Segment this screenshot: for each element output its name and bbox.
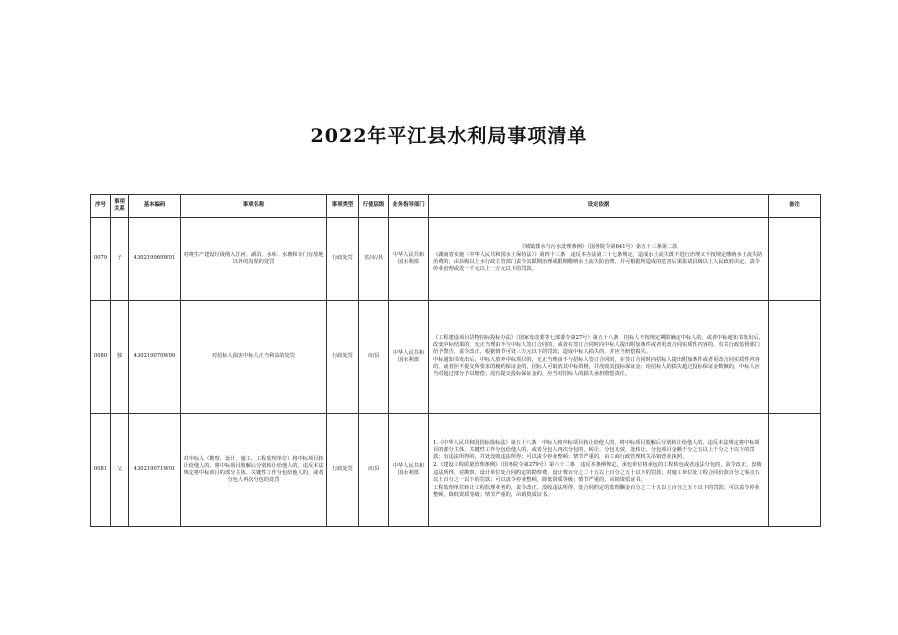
cell-basis <box>429 301 769 414</box>
header-level: 行使层级 <box>359 195 389 218</box>
cell-remark <box>769 301 821 414</box>
table-row <box>91 414 821 527</box>
cell-remark <box>769 414 821 527</box>
table-row <box>91 301 821 414</box>
basis-paragraph: 《城镇排水与污水处理条例》（国务院令第641号）第五十三条第二款 <box>519 243 678 250</box>
header-dept: 业务指导部门 <box>389 195 429 218</box>
table-header-row <box>91 195 821 218</box>
cell-relation: 独 <box>111 301 129 414</box>
header-basis: 设定依据 <box>429 195 769 218</box>
cell-code: 430219071W01 <box>129 414 181 527</box>
cell-name: 对将生产建设垃圾倒入江河、湖泊、水库、水塘和专门存放地以外的沟渠的处罚 <box>181 218 327 301</box>
cell-level: 市/县 <box>359 301 389 414</box>
cell-no: 0080 <box>91 301 111 414</box>
basis-paragraph: 工程监理单位转让工程监理业务的，责令改正，没收违法所得，处合同约定的监理酬金百分之二十五以上百分之五十以下的罚款；可以责令停业整顿，降低资质等级；情节严重的，吊销资质证书。 <box>433 484 760 498</box>
cell-type: 行政处罚 <box>327 301 359 414</box>
table-row <box>91 218 821 301</box>
cell-relation: 父 <box>111 414 129 527</box>
cell-no: 0081 <box>91 414 111 527</box>
basis-paragraph: 2.《建设工程质量管理条例》（国务院令第279号）第六十二条 违反本条例规定，承包单位将承包的工程转包或者违法分包的，责令改正，没收违法所得，对勘察、设计单位处合同约定的勘察费、设计费百分之二十五以上百分之五十以下的罚款；对施工单位处工程合同价款百分之零点五以上百分之一以下的罚款；可以责令停业整顿，降低资质等级；情节严重的，吊销资质证书。 <box>433 462 762 483</box>
cell-type: 行政处罚 <box>327 414 359 527</box>
matters-table <box>90 194 821 527</box>
cell-dept: 中华人民共和国水利部 <box>389 218 429 301</box>
page-title: 2022年平江县水利局事项清单 <box>310 125 588 147</box>
cell-basis <box>429 414 769 527</box>
basis-paragraph: 《工程建设项目货物招标投标办法》（国家发改委等七部委令第27号）第五十八条 招标人不按规定期限确定中标人的，或者中标通知书发出后，改变中标结果的，无正当理由不与中标人签订合同的，或者在签订合同时向中标人提出附加条件或者更改合同实质性内容的，有关行政监督部门给予警告，责令改正，根据情节可处三万元以下的罚款；造成中标人损失的，并应当赔偿损失。 <box>433 334 764 355</box>
cell-no: 0079 <box>91 218 111 301</box>
cell-basis <box>429 218 769 301</box>
cell-name: 对招标人损害中标人正当利益的处罚 <box>181 301 327 414</box>
header-relation: 事项关系 <box>111 195 129 218</box>
header-no: 序号 <box>91 195 111 218</box>
cell-remark <box>769 218 821 301</box>
header-name: 事项名称 <box>181 195 327 218</box>
cell-code: 430219069W01 <box>129 218 181 301</box>
cell-name: 对中标人（勘察、设计、施工、工程监理单位）将中标项目转让给他人的，将中标项目肢解后分别转让给他人的，违反本法规定将中标项目的部分主体、关键性工作分包给他人的，或者分包人再次分包的处罚 <box>181 414 327 527</box>
basis-paragraph: 《湖南省实施〈中华人民共和国水土保持法〉》第四十三条 违反本办法第二十七条规定，造成水土流失既不进行治理又不按规定缴纳水土流失防治费的，由县级以上水行政主管部门责令其限期治理或限期缴纳水土流失防治费，并可根据所造成的危害后果报请县级以上人民政府决定，责令停业治理或处一千元以上一万元以下的罚款。 <box>433 251 763 273</box>
cell-relation: 子 <box>111 218 129 301</box>
header-code: 基本编码 <box>129 195 181 218</box>
cell-type: 行政处罚 <box>327 218 359 301</box>
header-type: 事项类型 <box>327 195 359 218</box>
cell-level: 市/县 <box>359 414 389 527</box>
cell-dept: 中华人民共和国水利部 <box>389 301 429 414</box>
cell-level: 省/市/县 <box>359 218 389 301</box>
header-remark: 备注 <box>769 195 821 218</box>
basis-paragraph: 1.《中华人民共和国招标投标法》第五十八条 中标人将中标项目转让给他人的，将中标项目肢解后分别转让给他人的，违反本法规定将中标项目的部分主体、关键性工作分包给他人的，或者分包人再次分包的，转让、分包无效，处转让、分包项目金额千分之五以上千分之十以下的罚款；有违法所得的，并处没收违法所得；可以责令停业整顿；情节严重的，由工商行政管理机关吊销营业执照。 <box>433 440 760 461</box>
cell-code: 430219070W00 <box>129 301 181 414</box>
basis-paragraph: 中标通知书发出后，中标人放弃中标项目的，无正当理由不与招标人签订合同的，在签订合同时向招标人提出附加条件或者更改合同实质性内容的，或者拒不提交所要求的履约保证金的，招标人可取消其中标资格，并没收其投标保证金；给招标人的损失超过投标保证金数额的，中标人应当对超过部分予以赔偿；没有提交投标保证金的，应当对招标人的损失承担赔偿责任。 <box>433 357 760 378</box>
cell-dept: 中华人民共和国水利部 <box>389 414 429 527</box>
